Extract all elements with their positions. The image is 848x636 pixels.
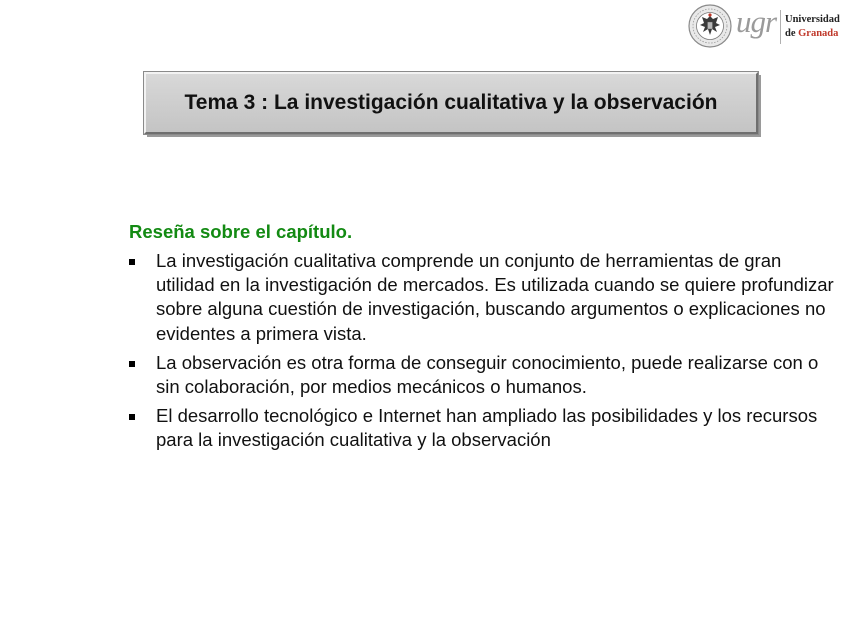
- university-name: [785, 13, 840, 41]
- square-bullet-icon: [129, 361, 135, 367]
- bullet-item: [129, 249, 834, 346]
- university-name-line1: Universidad: [785, 14, 840, 25]
- square-bullet-icon: [129, 259, 135, 265]
- university-seal-icon: [688, 4, 732, 48]
- university-logo: [688, 2, 846, 50]
- university-name-prefix: de: [785, 28, 796, 39]
- slide-title: Tema 3 : La investigación cualitativa y la observación: [184, 91, 718, 114]
- bullet-item: [129, 351, 834, 399]
- bullet-list: [129, 249, 834, 458]
- bullet-text: La observación es otra forma de conseguir conocimiento, puede realizarse con o sin colaboración, por medios mecánicos o humanos.: [156, 351, 819, 398]
- bullet-text: La investigación cualitativa comprende un conjunto de herramientas de gran utilidad en la investigación de mercados. Es utilizada cuando se quiere profundizar sobre alguna cuestión de investigación, buscando argumentos o explicaciones no evidentes a primera vista.: [156, 250, 834, 344]
- bullet-item: [129, 404, 834, 452]
- bullet-text: El desarrollo tecnológico e Internet han ampliado las posibilidades y los recursos para la investigación cualitativa y la observación: [156, 405, 818, 451]
- university-name-line2: [785, 27, 840, 41]
- ugr-wordmark: ugr: [736, 4, 777, 39]
- logo-divider: [780, 10, 781, 44]
- square-bullet-icon: [129, 414, 135, 420]
- slide-title-box: [144, 72, 758, 134]
- university-name-city: Granada: [798, 28, 839, 39]
- section-heading: Reseña sobre el capítulo.: [129, 221, 353, 242]
